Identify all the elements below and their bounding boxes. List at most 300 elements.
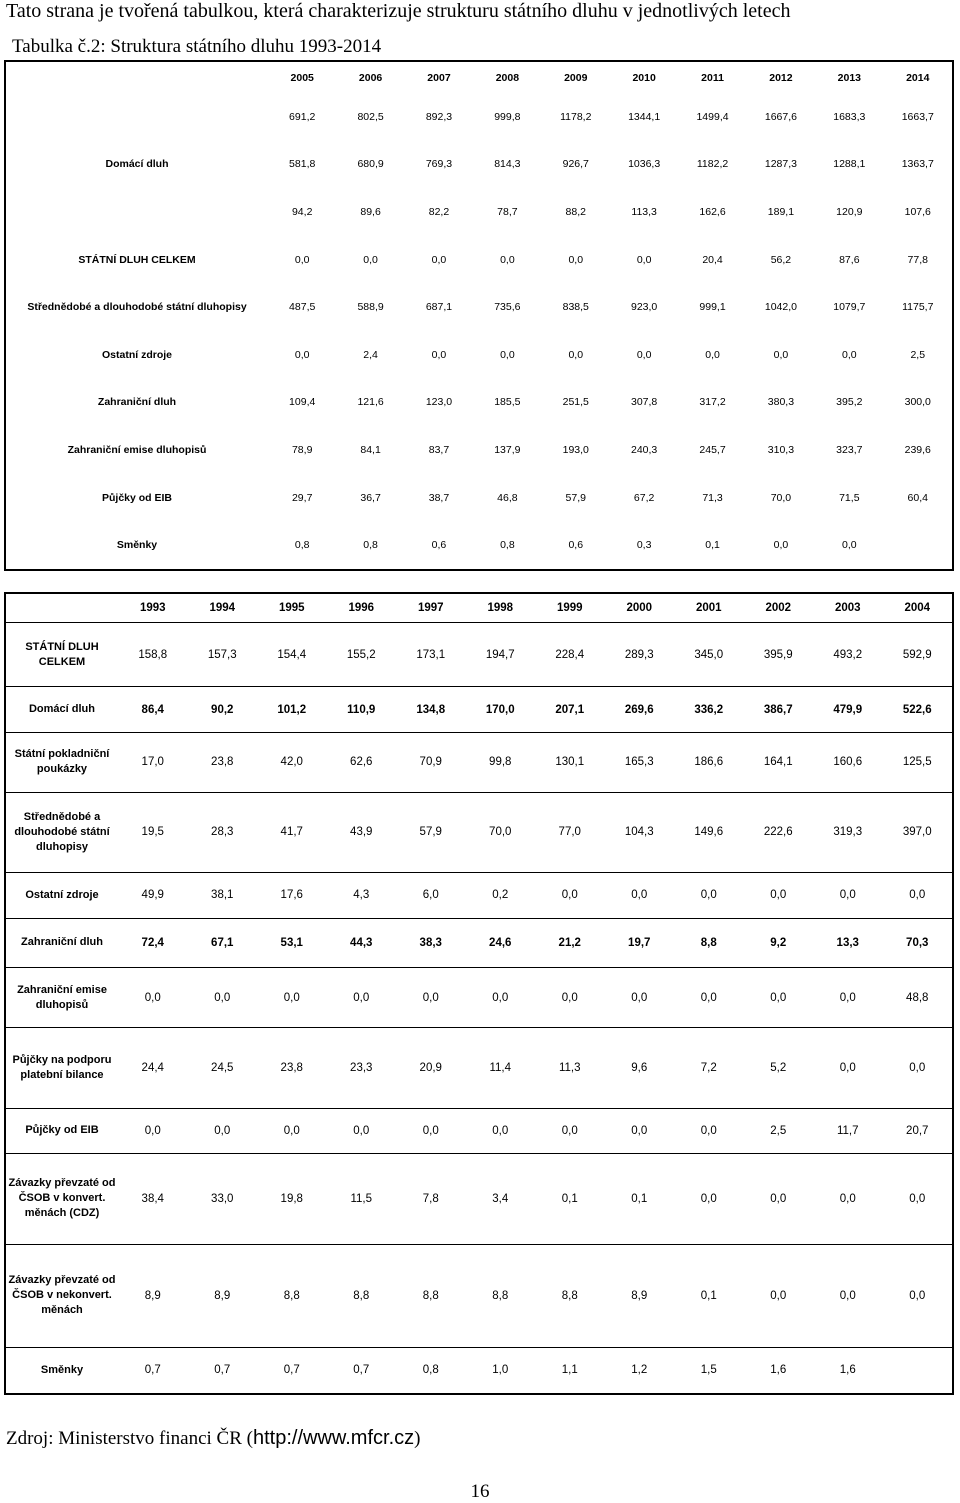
value-cell: 1344,1 bbox=[628, 110, 661, 123]
value-cell: 838,5 bbox=[562, 301, 589, 314]
value-cell: 87,6 bbox=[839, 253, 860, 266]
value-cell: 8,8 bbox=[674, 918, 744, 968]
value-cell: 2,5 bbox=[744, 1108, 814, 1153]
value-cell: 154,4 bbox=[257, 623, 327, 687]
value-cell: 70,9 bbox=[396, 732, 466, 792]
row-label-cell bbox=[6, 188, 268, 236]
value-cell: 8,8 bbox=[396, 1244, 466, 1347]
value-cell: 0,0 bbox=[396, 1108, 466, 1153]
value-cell: 3,4 bbox=[466, 1153, 536, 1244]
table-row bbox=[6, 331, 952, 379]
value-cell: 53,1 bbox=[257, 918, 327, 968]
table-row bbox=[6, 379, 952, 427]
value-cell: 926,7 bbox=[562, 158, 589, 171]
year-header-cell: 2010 bbox=[632, 71, 656, 84]
value-cell: 0,8 bbox=[500, 539, 515, 552]
value-cell: 0,7 bbox=[144, 1364, 161, 1377]
value-cell: 0,7 bbox=[353, 1364, 370, 1377]
value-cell: 72,4 bbox=[118, 918, 188, 968]
table-header-row bbox=[6, 594, 952, 623]
value-cell: 120,9 bbox=[836, 206, 863, 219]
value-cell: 29,7 bbox=[291, 491, 313, 504]
year-header-cell: 2004 bbox=[883, 594, 953, 623]
value-cell: 56,2 bbox=[770, 253, 792, 266]
value-cell: 310,3 bbox=[767, 443, 795, 456]
value-cell: 90,2 bbox=[188, 687, 258, 732]
value-cell: 8,8 bbox=[257, 1244, 327, 1347]
value-cell: 23,3 bbox=[327, 1027, 397, 1108]
source-prefix: Zdroj: Ministerstvo financi ČR ( bbox=[6, 1428, 253, 1449]
value-cell: 130,1 bbox=[535, 732, 605, 792]
row-label-cell: Domácí dluh bbox=[6, 687, 118, 732]
value-cell: 680,9 bbox=[357, 158, 384, 171]
row-label-cell: STÁTNÍ DLUH CELKEM bbox=[78, 253, 196, 266]
value-cell: 1663,7 bbox=[901, 110, 934, 123]
row-label-cell: Směnky bbox=[116, 539, 158, 552]
row-label-cell: Půjčky na podporu platební bilance bbox=[6, 1027, 118, 1108]
value-cell: 0,6 bbox=[431, 539, 447, 552]
value-cell: 345,0 bbox=[674, 623, 744, 687]
year-header-cell: 2001 bbox=[674, 594, 744, 623]
value-cell: 0,0 bbox=[605, 1108, 675, 1153]
value-cell: 38,3 bbox=[396, 918, 466, 968]
value-cell: 999,8 bbox=[494, 110, 521, 123]
source-link[interactable]: http://www.mfcr.cz bbox=[252, 1427, 415, 1449]
value-cell: 20,9 bbox=[396, 1027, 466, 1108]
page-number: 16 bbox=[470, 1481, 490, 1502]
value-cell: 41,7 bbox=[257, 792, 327, 873]
debt-table-2005-2014 bbox=[4, 60, 954, 571]
year-header-cell: 2000 bbox=[605, 594, 675, 623]
year-header-cell: 2008 bbox=[495, 71, 520, 84]
value-cell: 317,2 bbox=[699, 396, 726, 409]
value-cell: 380,3 bbox=[767, 396, 795, 409]
value-cell: 8,8 bbox=[466, 1244, 536, 1347]
value-cell: 77,8 bbox=[907, 253, 928, 266]
year-header-cell: 1995 bbox=[257, 594, 327, 623]
year-header-cell: 2007 bbox=[427, 71, 451, 84]
year-header-cell: 2002 bbox=[744, 594, 814, 623]
value-cell: 1178,2 bbox=[560, 110, 592, 123]
value-cell: 251,5 bbox=[562, 396, 589, 409]
value-cell: 0,0 bbox=[773, 539, 789, 552]
value-cell: 7,8 bbox=[396, 1153, 466, 1244]
value-cell: 134,8 bbox=[396, 687, 466, 732]
value-cell: 0,1 bbox=[605, 1153, 675, 1244]
value-cell: 173,1 bbox=[396, 623, 466, 687]
value-cell: 186,6 bbox=[674, 732, 744, 792]
value-cell: 0,1 bbox=[674, 1244, 744, 1347]
value-cell: 0,0 bbox=[568, 253, 584, 266]
value-cell: 588,9 bbox=[357, 301, 384, 314]
table-row bbox=[6, 918, 952, 968]
value-cell: 1288,1 bbox=[833, 158, 866, 171]
value-cell: 160,6 bbox=[813, 732, 883, 792]
value-cell: 0,0 bbox=[605, 968, 675, 1028]
value-cell: 735,6 bbox=[494, 301, 521, 314]
value-cell: 0,0 bbox=[705, 348, 720, 361]
value-cell: 11,5 bbox=[327, 1153, 397, 1244]
value-cell: 0,0 bbox=[813, 873, 883, 918]
row-label-cell: Střednědobé a dlouhodobé státní dluhopisy bbox=[27, 301, 247, 314]
value-cell: 222,6 bbox=[744, 792, 814, 873]
value-cell: 0,0 bbox=[674, 1153, 744, 1244]
value-cell: 386,7 bbox=[744, 687, 814, 732]
value-cell: 121,6 bbox=[357, 396, 384, 409]
year-header-cell: 2005 bbox=[290, 71, 314, 84]
value-cell: 336,2 bbox=[674, 687, 744, 732]
value-cell: 487,5 bbox=[289, 301, 316, 314]
value-cell: 19,8 bbox=[257, 1153, 327, 1244]
value-cell: 8,9 bbox=[188, 1244, 258, 1347]
year-header-cell: 2003 bbox=[813, 594, 883, 623]
value-cell: 17,6 bbox=[257, 873, 327, 918]
table-row bbox=[6, 732, 952, 792]
year-header-cell: 1996 bbox=[327, 594, 397, 623]
header-corner-cell bbox=[6, 594, 118, 623]
value-cell: 269,6 bbox=[605, 687, 675, 732]
value-cell: 240,3 bbox=[631, 443, 658, 456]
value-cell: 0,0 bbox=[883, 1153, 953, 1244]
value-cell: 137,9 bbox=[494, 443, 521, 456]
value-cell: 1,0 bbox=[492, 1364, 509, 1377]
value-cell: 814,3 bbox=[494, 158, 521, 171]
year-header-cell: 2011 bbox=[701, 71, 724, 84]
value-cell: 71,3 bbox=[702, 491, 723, 504]
value-cell: 123,0 bbox=[425, 396, 453, 409]
row-label-cell: Závazky převzaté od ČSOB v nekonvert. měnách bbox=[6, 1244, 118, 1347]
value-cell: 0,0 bbox=[535, 1108, 605, 1153]
value-cell: 157,3 bbox=[188, 623, 258, 687]
value-cell: 19,5 bbox=[118, 792, 188, 873]
year-header-cell: 2014 bbox=[906, 71, 930, 84]
table-row bbox=[6, 188, 952, 236]
value-cell: 0,0 bbox=[842, 348, 857, 361]
value-cell: 0,0 bbox=[773, 348, 789, 361]
value-cell: 0,0 bbox=[257, 968, 327, 1028]
value-cell: 44,3 bbox=[327, 918, 397, 968]
row-label-cell: Zahraniční emise dluhopisů bbox=[67, 443, 207, 456]
value-cell: 170,0 bbox=[466, 687, 536, 732]
value-cell: 33,0 bbox=[188, 1153, 258, 1244]
value-cell: 0,0 bbox=[500, 348, 515, 361]
row-label-cell: Střednědobé a dlouhodobé státní dluhopisy bbox=[6, 792, 118, 873]
value-cell: 57,9 bbox=[565, 491, 586, 504]
value-cell: 0,0 bbox=[883, 1027, 953, 1108]
value-cell: 7,2 bbox=[674, 1027, 744, 1108]
value-cell: 397,0 bbox=[883, 792, 953, 873]
value-cell: 11,4 bbox=[466, 1027, 536, 1108]
value-cell: 228,4 bbox=[535, 623, 605, 687]
value-cell: 8,9 bbox=[605, 1244, 675, 1347]
row-label-cell: Závazky převzaté od ČSOB v konvert. měnách (CDZ) bbox=[6, 1153, 118, 1244]
header-corner-cell bbox=[6, 62, 268, 93]
value-cell: 101,2 bbox=[257, 687, 327, 732]
value-cell: 20,4 bbox=[702, 253, 723, 266]
value-cell: 0,0 bbox=[188, 968, 258, 1028]
value-cell: 300,0 bbox=[904, 396, 931, 409]
value-cell: 1499,4 bbox=[696, 110, 729, 123]
value-cell: 395,9 bbox=[744, 623, 814, 687]
value-cell: 1,5 bbox=[700, 1364, 717, 1377]
value-cell: 0,0 bbox=[363, 253, 378, 266]
row-label-cell: Půjčky od EIB bbox=[6, 1108, 118, 1153]
value-cell: 23,8 bbox=[188, 732, 258, 792]
value-cell: 67,1 bbox=[188, 918, 258, 968]
value-cell: 0,0 bbox=[636, 348, 652, 361]
value-cell: 24,6 bbox=[466, 918, 536, 968]
table-header-row bbox=[6, 62, 952, 93]
table-row bbox=[6, 687, 952, 732]
value-cell: 107,6 bbox=[904, 206, 931, 219]
value-cell: 38,1 bbox=[188, 873, 258, 918]
value-cell: 99,8 bbox=[466, 732, 536, 792]
value-cell: 395,2 bbox=[836, 396, 863, 409]
value-cell: 110,9 bbox=[327, 687, 397, 732]
value-cell: 70,3 bbox=[883, 918, 953, 968]
table-row bbox=[6, 1027, 952, 1108]
value-cell: 0,2 bbox=[466, 873, 536, 918]
value-cell: 43,9 bbox=[327, 792, 397, 873]
value-cell: 0,8 bbox=[363, 539, 378, 552]
value-cell: 1287,3 bbox=[764, 158, 797, 171]
value-cell: 0,0 bbox=[294, 348, 310, 361]
value-cell: 0,7 bbox=[283, 1364, 300, 1377]
value-cell: 36,7 bbox=[360, 491, 381, 504]
table-row bbox=[6, 283, 952, 331]
value-cell: 8,9 bbox=[118, 1244, 188, 1347]
value-cell: 9,2 bbox=[744, 918, 814, 968]
value-cell: 0,0 bbox=[327, 968, 397, 1028]
row-label-cell bbox=[6, 93, 268, 141]
value-cell: 5,2 bbox=[744, 1027, 814, 1108]
year-header-cell: 1993 bbox=[118, 594, 188, 623]
year-header-cell: 1998 bbox=[466, 594, 536, 623]
value-cell: 11,3 bbox=[535, 1027, 605, 1108]
value-cell: 42,0 bbox=[257, 732, 327, 792]
value-cell: 892,3 bbox=[425, 110, 453, 123]
value-cell: 0,0 bbox=[605, 873, 675, 918]
value-cell: 522,6 bbox=[883, 687, 953, 732]
intro-text: Tato strana je tvořená tabulkou, která charakterizuje strukturu státního dluhu v jednotlivých letech bbox=[6, 0, 791, 22]
value-cell: 155,2 bbox=[327, 623, 397, 687]
value-cell: 165,3 bbox=[605, 732, 675, 792]
value-cell: 0,0 bbox=[568, 348, 584, 361]
value-cell: 94,2 bbox=[291, 206, 313, 219]
year-header-cell: 2009 bbox=[564, 71, 588, 84]
value-cell: 0,0 bbox=[431, 348, 447, 361]
value-cell: 289,3 bbox=[605, 623, 675, 687]
value-cell: 239,6 bbox=[904, 443, 931, 456]
value-cell: 113,3 bbox=[631, 206, 657, 219]
table-row bbox=[6, 93, 952, 141]
row-label-cell: Zahraniční emise dluhopisů bbox=[6, 968, 118, 1028]
value-cell: 89,6 bbox=[360, 206, 381, 219]
value-cell: 70,0 bbox=[770, 491, 792, 504]
value-cell: 17,0 bbox=[118, 732, 188, 792]
value-cell: 109,4 bbox=[289, 396, 316, 409]
table-row bbox=[6, 521, 952, 569]
value-cell: 769,3 bbox=[425, 158, 453, 171]
value-cell: 581,8 bbox=[289, 158, 316, 171]
value-cell: 0,0 bbox=[813, 1153, 883, 1244]
value-cell: 0,0 bbox=[813, 1244, 883, 1347]
value-cell: 0,0 bbox=[813, 968, 883, 1028]
value-cell: 0,0 bbox=[674, 968, 744, 1028]
table-row bbox=[6, 426, 952, 474]
table-row bbox=[6, 968, 952, 1028]
value-cell: 164,1 bbox=[744, 732, 814, 792]
value-cell: 0,0 bbox=[744, 873, 814, 918]
value-cell: 592,9 bbox=[883, 623, 953, 687]
row-label-cell: Ostatní zdroje bbox=[6, 873, 118, 918]
value-cell: 86,4 bbox=[118, 687, 188, 732]
value-cell: 4,3 bbox=[327, 873, 397, 918]
value-cell: 0,1 bbox=[705, 539, 720, 552]
value-cell: 70,0 bbox=[466, 792, 536, 873]
year-header-cell: 1997 bbox=[396, 594, 466, 623]
value-cell: 88,2 bbox=[565, 206, 586, 219]
table-row bbox=[6, 1347, 952, 1393]
value-cell: 999,1 bbox=[699, 301, 726, 314]
value-cell: 78,9 bbox=[291, 443, 313, 456]
value-cell: 0,0 bbox=[327, 1108, 397, 1153]
value-cell: 1,6 bbox=[770, 1364, 787, 1377]
value-cell: 0,0 bbox=[257, 1108, 327, 1153]
table-row bbox=[6, 623, 952, 687]
value-cell: 2,5 bbox=[910, 348, 926, 361]
value-cell: 0,0 bbox=[535, 873, 605, 918]
value-cell: 0,0 bbox=[535, 968, 605, 1028]
year-header-cell: 1999 bbox=[535, 594, 605, 623]
table-row bbox=[6, 236, 952, 284]
value-cell: 23,8 bbox=[257, 1027, 327, 1108]
row-label-cell: Zahraniční dluh bbox=[6, 918, 118, 968]
row-label-cell: Ostatní zdroje bbox=[101, 348, 172, 361]
value-cell: 1667,6 bbox=[764, 110, 797, 123]
value-cell: 1175,7 bbox=[902, 301, 934, 314]
value-cell: 8,8 bbox=[327, 1244, 397, 1347]
value-cell: 49,9 bbox=[118, 873, 188, 918]
value-cell: 24,5 bbox=[188, 1027, 258, 1108]
value-cell: 82,2 bbox=[428, 206, 450, 219]
value-cell: 802,5 bbox=[357, 110, 384, 123]
value-cell: 0,0 bbox=[500, 253, 515, 266]
value-cell: 1182,2 bbox=[696, 158, 729, 171]
value-cell: 185,5 bbox=[494, 396, 521, 409]
value-cell: 125,5 bbox=[883, 732, 953, 792]
value-cell: 77,0 bbox=[535, 792, 605, 873]
value-cell: 194,7 bbox=[466, 623, 536, 687]
value-cell: 0,0 bbox=[431, 253, 447, 266]
value-cell: 0,7 bbox=[214, 1364, 231, 1377]
value-cell: 83,7 bbox=[428, 443, 450, 456]
value-cell: 493,2 bbox=[813, 623, 883, 687]
value-cell: 0,0 bbox=[883, 1244, 953, 1347]
value-cell: 28,3 bbox=[188, 792, 258, 873]
value-cell: 1042,0 bbox=[764, 301, 797, 314]
value-cell: 149,6 bbox=[674, 792, 744, 873]
value-cell: 84,1 bbox=[360, 443, 381, 456]
value-cell: 0,8 bbox=[294, 539, 310, 552]
value-cell: 0,3 bbox=[636, 539, 652, 552]
value-cell bbox=[884, 521, 952, 569]
value-cell: 21,2 bbox=[535, 918, 605, 968]
value-cell: 0,0 bbox=[466, 968, 536, 1028]
value-cell: 57,9 bbox=[396, 792, 466, 873]
row-label-cell: Směnky bbox=[40, 1363, 84, 1376]
value-cell: 38,4 bbox=[118, 1153, 188, 1244]
value-cell: 0,0 bbox=[188, 1108, 258, 1153]
row-label-cell: Domácí dluh bbox=[105, 158, 169, 171]
table-caption: Tabulka č.2: Struktura státního dluhu 1993-2014 bbox=[12, 36, 382, 57]
row-label-cell: Státní pokladniční poukázky bbox=[6, 732, 118, 792]
value-cell: 0,0 bbox=[674, 873, 744, 918]
value-cell: 13,3 bbox=[813, 918, 883, 968]
value-cell: 691,2 bbox=[289, 110, 316, 123]
table-row bbox=[6, 792, 952, 873]
value-cell: 48,8 bbox=[883, 968, 953, 1028]
value-cell: 0,0 bbox=[466, 1108, 536, 1153]
value-cell: 189,1 bbox=[767, 206, 795, 219]
value-cell: 162,6 bbox=[699, 206, 726, 219]
value-cell: 0,6 bbox=[568, 539, 584, 552]
table-row bbox=[6, 1244, 952, 1347]
value-cell: 104,3 bbox=[605, 792, 675, 873]
value-cell: 62,6 bbox=[327, 732, 397, 792]
value-cell: 46,8 bbox=[497, 491, 518, 504]
value-cell: 0,1 bbox=[535, 1153, 605, 1244]
value-cell: 1,1 bbox=[561, 1364, 578, 1377]
source-suffix: ) bbox=[414, 1428, 421, 1449]
year-header-cell: 2013 bbox=[837, 71, 861, 84]
value-cell: 0,0 bbox=[813, 1027, 883, 1108]
value-cell: 687,1 bbox=[425, 301, 453, 314]
value-cell: 307,8 bbox=[631, 396, 658, 409]
value-cell: 1,6 bbox=[839, 1364, 856, 1377]
value-cell: 0,8 bbox=[422, 1364, 439, 1377]
value-cell: 11,7 bbox=[813, 1108, 883, 1153]
year-header-cell: 1994 bbox=[188, 594, 258, 623]
table-row bbox=[6, 873, 952, 918]
value-cell: 78,7 bbox=[497, 206, 518, 219]
value-cell: 323,7 bbox=[836, 443, 863, 456]
value-cell: 38,7 bbox=[428, 491, 450, 504]
value-cell: 71,5 bbox=[839, 491, 860, 504]
value-cell: 0,0 bbox=[674, 1108, 744, 1153]
value-cell: 20,7 bbox=[883, 1108, 953, 1153]
value-cell: 193,0 bbox=[562, 443, 589, 456]
value-cell: 0,0 bbox=[118, 1108, 188, 1153]
value-cell: 1,2 bbox=[631, 1364, 648, 1377]
value-cell: 319,3 bbox=[813, 792, 883, 873]
value-cell: 0,0 bbox=[118, 968, 188, 1028]
value-cell: 8,8 bbox=[535, 1244, 605, 1347]
value-cell: 245,7 bbox=[699, 443, 726, 456]
value-cell: 0,0 bbox=[744, 968, 814, 1028]
value-cell: 158,8 bbox=[118, 623, 188, 687]
table-row bbox=[6, 1108, 952, 1153]
table-row bbox=[6, 141, 952, 189]
value-cell: 1036,3 bbox=[628, 158, 661, 171]
value-cell: 1079,7 bbox=[833, 301, 866, 314]
row-label-cell: Půjčky od EIB bbox=[101, 491, 173, 504]
value-cell: 479,9 bbox=[813, 687, 883, 732]
value-cell: 923,0 bbox=[631, 301, 658, 314]
value-cell: 0,0 bbox=[744, 1153, 814, 1244]
value-cell: 1363,7 bbox=[901, 158, 934, 171]
value-cell: 0,0 bbox=[636, 253, 652, 266]
